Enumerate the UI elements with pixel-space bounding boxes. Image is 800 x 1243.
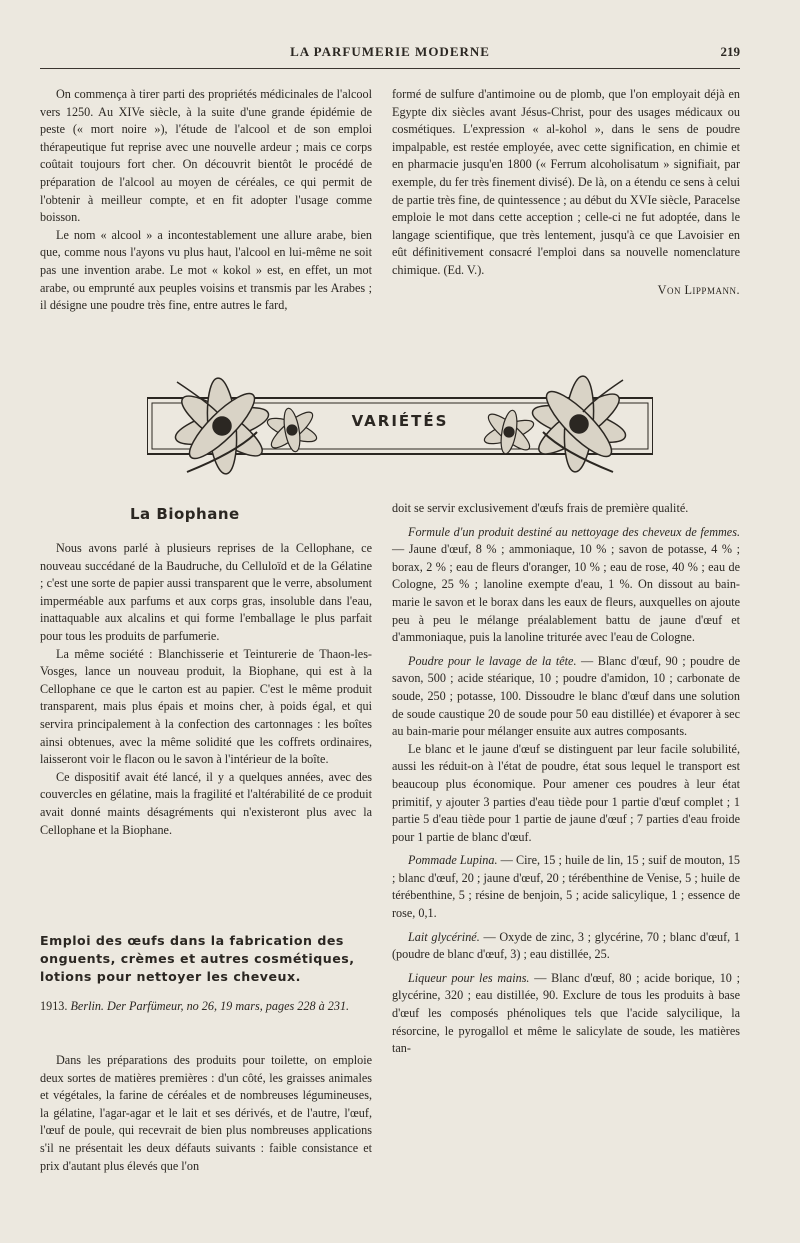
section-banner: [147, 372, 653, 484]
emploi-article: [40, 1052, 372, 1175]
article-heading-biophane: La Biophane: [130, 505, 240, 523]
formula-entry: [392, 929, 740, 964]
formula-body: — Blanc d'œuf, 80 ; acide borique, 10 ; glycérine, 320 ; eau distillée, 90. Exclure de tous les produits à base d'œuf les composés phénoliques tels que l'acide salycilique, la résorcine, le pyrogallol et même le salicylate de soude, les matières tan-: [392, 970, 740, 1056]
paragraph: Le blanc et le jaune d'œuf se distinguent par leur facile solubilité, aussi les réduit-on à l'état de poudre, état sous lequel le transport est beaucoup plus économique. Pour amener ces poudres à leur état primitif, y ajouter 3 parties d'eau tiède pour 1 partie d'œuf complet ; 1 partie 5 d'eau tiède pour 1 partie de jaune d'œuf ; 7 parties d'eau froide pour 1 partie de blanc d'œuf.: [392, 741, 740, 844]
paragraph: Nous avons parlé à plusieurs reprises de la Cellophane, ce nouveau succédané de la Baudruche, du Celluloïd et de la Gélatine ; c'est une sorte de papier aussi transparent que le verre, absolument imperméable aux parfums et aux corps gras, insoluble dans l'eau, inattaquable aux alcalins et qui forme l'emballage le plus parfait pour tous les produits de parfumerie.: [40, 541, 372, 643]
top-left-column: [40, 86, 372, 315]
top-right-column: [392, 86, 740, 299]
formula-body: — Oxyde de zinc, 3 ; glycérine, 70 ; blanc d'œuf, 1 (poudre de blanc d'œuf, 3) ; eau distillée, 25.: [392, 929, 741, 962]
paragraph: Le nom « alcool » a incontestablement une allure arabe, bien que, comme nous l'ayons vu plus haut, l'alcool en lui-même ne soit pas une invention arabe. Le mot « kokol » est, en effet, un mot arabe, ou emprunté aux peuples voisins et transmis par les Arabes ; il désigne une poudre très fine, entre autres le fard,: [40, 227, 372, 313]
article-heading-emploi: Emploi des œufs dans la fabrication des onguents, crèmes et autres cosmétiques, lotions pour nettoyer les cheveux.: [40, 933, 355, 984]
paragraph: Ce dispositif avait été lancé, il y a quelques années, avec des couvercles en gélatine, mais la fragilité et l'altérabilité de ce produit avait donné maints désagréments qui n'existeront plus avec la Cellophane et la Biophane.: [40, 769, 372, 837]
biophane-article: [40, 540, 372, 839]
reference-year: 1913.: [40, 999, 68, 1013]
paragraph: formé de sulfure d'antimoine ou de plomb, que l'on employait déjà en Egypte dix siècles avant Jésus-Christ, pour des usages médicaux ou cosmétiques. L'expression « al-kohol », dans le sens de poudre impalpable, est restée employée, avec cette signification, en chimie et en pharmacie jusqu'en 1800 (« Ferrum alcoholisatum » signifiait, par exemple, du fer très finement divisé). De là, on a étendu ce sens à celui de partie très fine, de quintessence ; au début du XVIe siècle, Paracelse emploie le mot dans cette acception ; celle-ci ne fut adoptée, dans le langage scientifique, que très lentement, jusqu'à ce que Lavoisier en eût définitivement consacré l'emploi dans sa nouvelle nomenclature chimique. (Ed. V.).: [392, 87, 740, 277]
formula-entry: [392, 970, 740, 1058]
formula-entry: [392, 852, 740, 922]
formula-entry: [392, 653, 740, 741]
journal-title: LA PARFUMERIE MODERNE: [290, 44, 490, 59]
author-signature: Von Lippmann.: [657, 282, 740, 297]
formula-title: Pommade Lupina.: [408, 853, 498, 868]
formulas-column: [392, 500, 740, 1058]
reference-pages: 228 à 231.: [297, 999, 350, 1013]
running-header: [40, 40, 740, 69]
paragraph: doit se servir exclusivement d'œufs frais de première qualité.: [392, 501, 689, 515]
page-number: 219: [720, 44, 740, 59]
formula-body: — Blanc d'œuf, 90 ; poudre de savon, 500 ; acide stéarique, 10 ; poudre d'amidon, 10 ; carbonate de soude, 250 ; potasse, 100. Dissoudre le blanc d'œuf dans une solution de soude caustique 20 de soude pour 50 eau distillée) et évaporer à sec au bain-marie pour mélanger ensuite aux autres composants.: [392, 653, 741, 739]
paragraph: On commença à tirer parti des propriétés médicinales de l'alcool vers 1250. Au XIVe siècle, à la suite d'une grande épidémie de peste (« mort noire »), l'étude de l'alcool et de son emploi thérapeutique fut reprise avec une nouvelle ardeur ; mais ce corps coûtait toujours fort cher. On découvrit bientôt le procédé de préparation de l'alcool au moyen de céréales, ce qui permit de l'obtenir à meilleur compte, et en fit adopter l'usage comme boisson.: [40, 87, 372, 225]
formula-title: Formule d'un produit destiné au nettoyage des cheveux de femmes.: [408, 524, 740, 539]
formula-entry: [392, 524, 740, 647]
reference-source: Berlin. Der Parfümeur, no 26, 19 mars, pages: [70, 999, 295, 1013]
formula-body: — Cire, 15 ; huile de lin, 15 ; suif de mouton, 15 ; blanc d'œuf, 20 ; jaune d'œuf, 20 ; térébenthine de Venise, 5 ; huile de térébenthine, 5 ; résine de benjoin, 5 ; acide salicylique, 1 ; essence de rose, 0,1.: [392, 853, 741, 921]
formula-title: Poudre pour le lavage de la tête.: [408, 653, 577, 668]
paragraph: Dans les préparations des produits pour toilette, on emploie deux sortes de matières premières : d'un côté, les graisses animales et végétales, la farine de céréales et de nombreuses légumineuses, la gélatine, l'agar-agar et le lait et ses dérivés, et de l'autre, l'œuf, l'œuf de poule, qui recevrait de bien plus nombreuses applications s'il ne présentait les deux défauts suivants : faible consistance et prix d'autant plus élevés que l'on: [40, 1053, 372, 1173]
formula-title: Lait glycériné.: [408, 929, 480, 944]
section-title: VARIÉTÉS: [351, 412, 449, 430]
formula-body: — Jaune d'œuf, 8 % ; ammoniaque, 10 % ; savon de potasse, 4 % ; borax, 2 % ; eau de fleurs d'oranger, 10 % ; eau de rose, 40 % ; eau de Cologne, 25 % ; lanoline exempte d'eau, 1 %. On dissout au bain-marie le savon et le borax dans les eaux de fleurs, auxquelles on ajoute peu à peu le mélange préalablement battu de jaune d'œuf et d'ammoniaque, puis la lanoline triturée avec l'eau de Cologne.: [392, 542, 740, 645]
bibliographic-reference: [40, 998, 370, 1016]
formula-title: Liqueur pour les mains.: [408, 970, 530, 985]
paragraph: La même société : Blanchisserie et Teinturerie de Thaon-les-Vosges, lance un nouveau produit, la Biophane, qui est à la Cellophane ce que le carton est au papier. C'est le même produit transparent, mais plus épais et moins cher, à poids égal, et qui servira principalement à la confection des cartonnages : les boîtes ainsi obtenues, avec la même solidité que les coffrets ordinaires, laisseront voir le flacon ou le savon à l'intérieur de la boîte.: [40, 646, 372, 767]
